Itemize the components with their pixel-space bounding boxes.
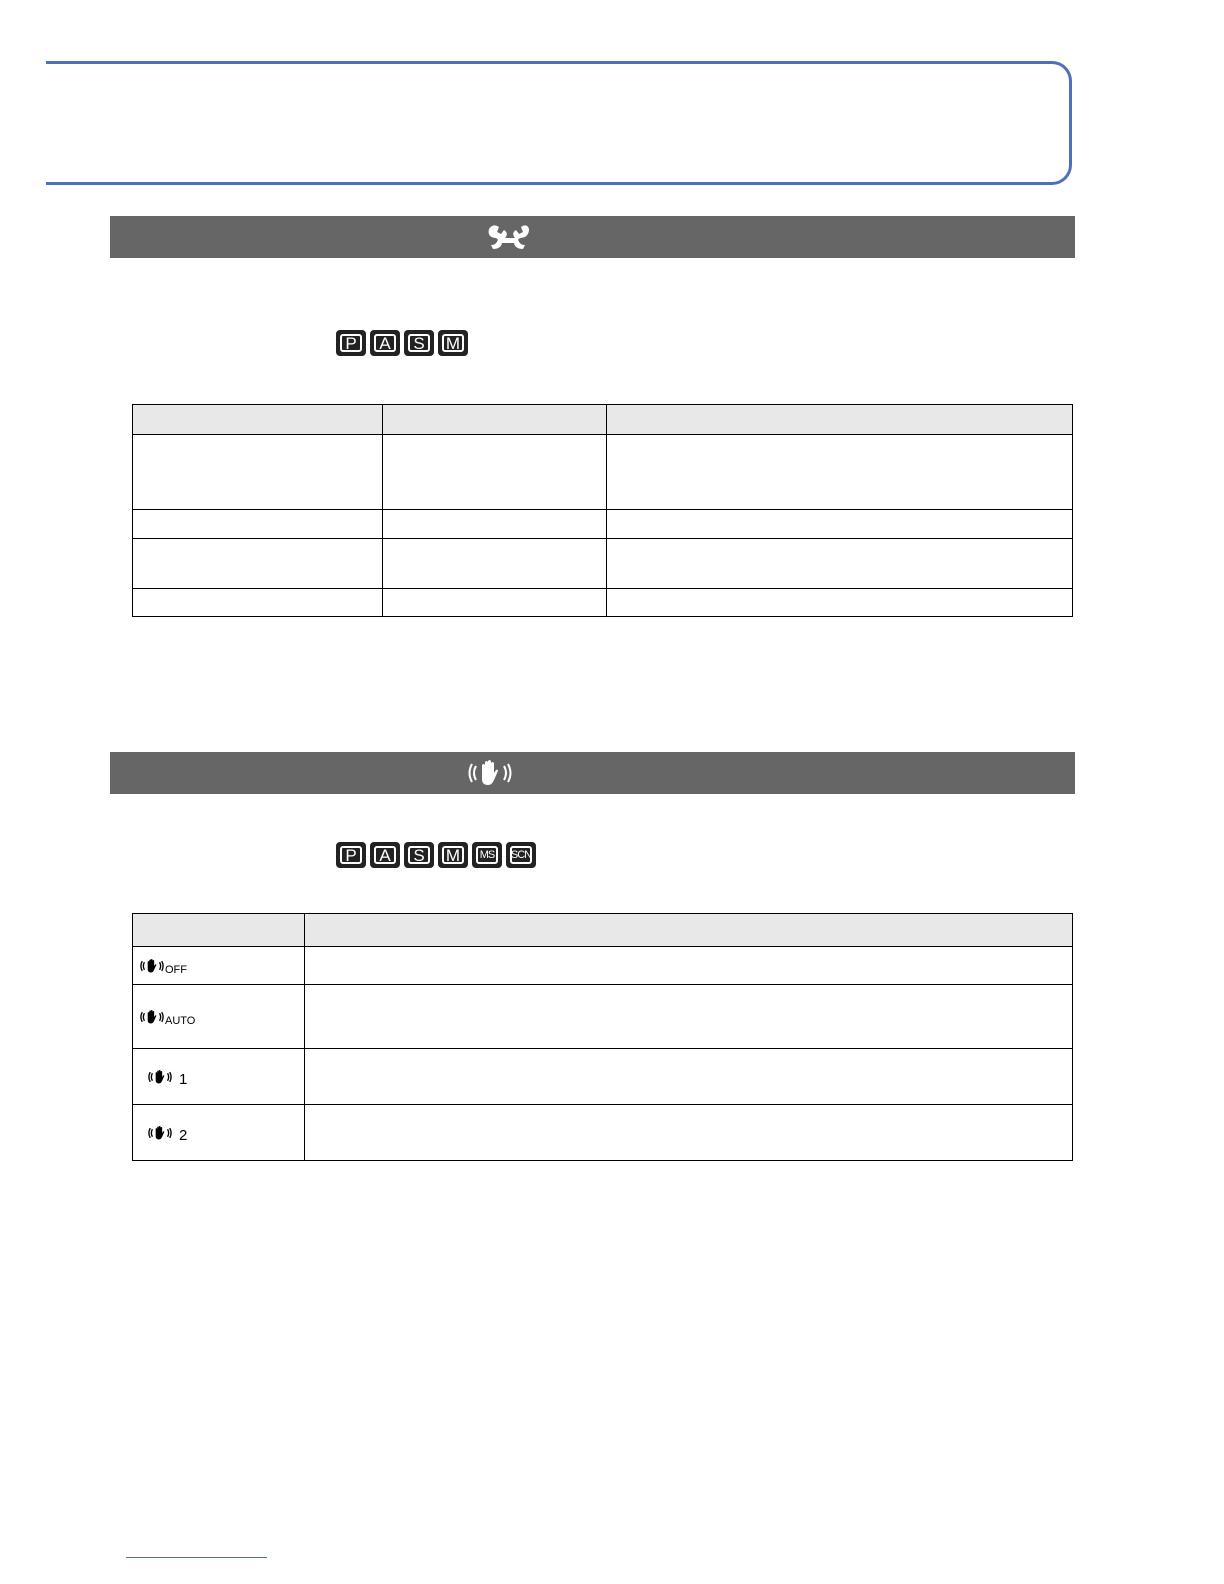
stabilizer-suffix: 2	[179, 1126, 188, 1144]
table-header-row	[133, 914, 1073, 947]
stabilizer-off-icon	[139, 956, 298, 976]
table-cell	[383, 510, 607, 539]
mode-p-badge: P	[336, 842, 366, 868]
table-cell	[383, 435, 607, 510]
table-header-row	[133, 405, 1073, 435]
table-cell	[383, 589, 607, 617]
table-cell	[133, 539, 383, 589]
table-cell	[133, 1105, 305, 1161]
recording-modes-2	[336, 842, 536, 868]
mode-m-badge: M	[438, 842, 468, 868]
mode-s-badge: S	[404, 842, 434, 868]
table-cell	[383, 539, 607, 589]
settings-table-1	[132, 404, 1073, 617]
table-row	[133, 1105, 1073, 1161]
section-header-setup	[110, 216, 1075, 258]
mode-p-badge: P	[336, 330, 366, 356]
table-header-cell	[133, 914, 305, 947]
table-header-cell	[133, 405, 383, 435]
table-row	[133, 539, 1073, 589]
wrench-icon	[483, 221, 533, 253]
footer-link[interactable]	[126, 1557, 267, 1558]
settings-table-2	[132, 913, 1073, 1161]
stabilizer-auto-icon	[139, 1007, 298, 1027]
table-cell	[133, 1049, 305, 1105]
table-cell	[133, 947, 305, 985]
mode-a-badge: A	[370, 330, 400, 356]
stabilizer-suffix: AUTO	[165, 1014, 196, 1027]
mode-a-badge: A	[370, 842, 400, 868]
table-cell	[607, 539, 1073, 589]
stabilizer-suffix: 1	[179, 1070, 188, 1088]
table-cell	[607, 589, 1073, 617]
table-cell	[305, 1105, 1073, 1161]
table-cell	[607, 435, 1073, 510]
table-row	[133, 435, 1073, 510]
table-cell	[133, 985, 305, 1049]
mode-s-badge: S	[404, 330, 434, 356]
table-cell	[305, 1049, 1073, 1105]
table-header-cell	[607, 405, 1073, 435]
stabilizer-mode-2-icon	[147, 1123, 298, 1143]
table-row	[133, 589, 1073, 617]
stabilizer-hand-icon	[465, 757, 515, 789]
table-cell	[133, 589, 383, 617]
table-row	[133, 510, 1073, 539]
table-cell	[305, 947, 1073, 985]
table-header-cell	[305, 914, 1073, 947]
table-row	[133, 1049, 1073, 1105]
table-cell	[305, 985, 1073, 1049]
table-cell	[607, 510, 1073, 539]
table-cell	[133, 510, 383, 539]
table-row	[133, 985, 1073, 1049]
page-title-frame	[46, 61, 1072, 185]
table-row	[133, 947, 1073, 985]
table-header-cell	[383, 405, 607, 435]
mode-m-badge: M	[438, 330, 468, 356]
mode-scn-badge: SCN	[506, 842, 536, 868]
stabilizer-mode-1-icon	[147, 1067, 298, 1087]
stabilizer-suffix: OFF	[165, 963, 187, 976]
recording-modes-1	[336, 330, 468, 356]
section-header-stabilizer	[110, 752, 1075, 794]
table-cell	[133, 435, 383, 510]
mode-ms-badge: MS	[472, 842, 502, 868]
